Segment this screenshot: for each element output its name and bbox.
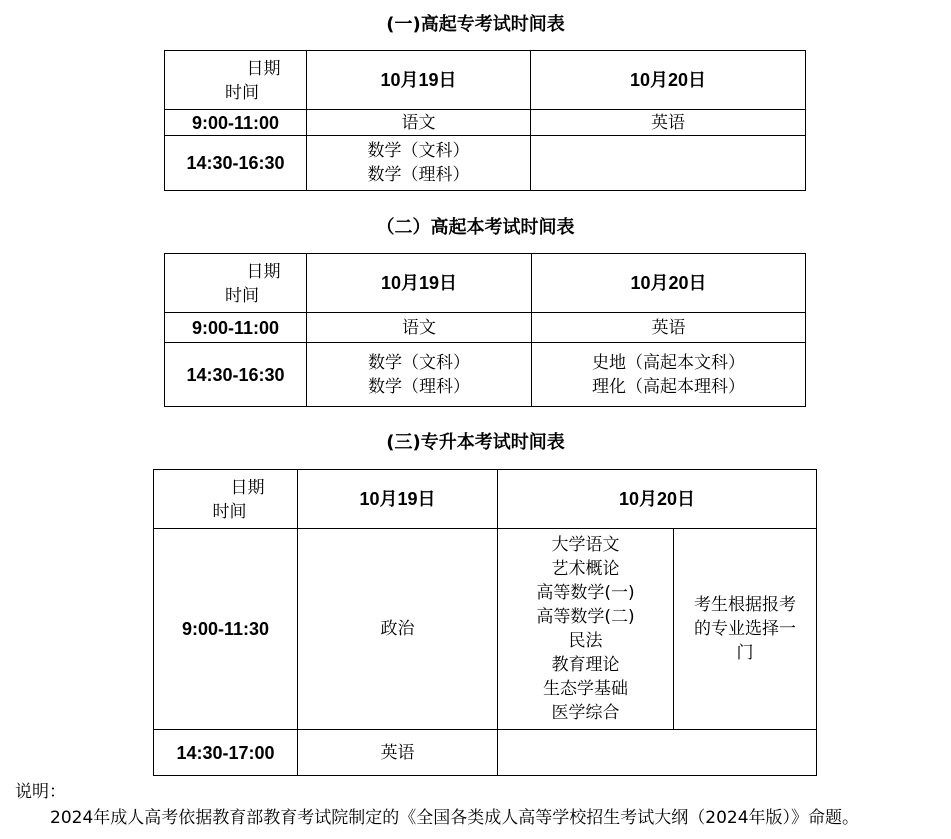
time-slot: 9:00-11:00 <box>165 110 307 136</box>
table-row <box>165 136 806 191</box>
subject-cell <box>532 313 806 343</box>
table3-date-day2: 10月20日 <box>498 470 817 529</box>
table3-corner-cell <box>154 470 298 529</box>
header-date-label: 日期 <box>246 262 281 282</box>
subject-cell <box>298 730 498 776</box>
subject-cell <box>532 343 806 407</box>
note-line: 的专业选择一 <box>694 619 796 639</box>
subject-cell <box>307 313 532 343</box>
table3-title: (三)专升本考试时间表 <box>386 432 565 453</box>
subject-label: 史地（高起本文科） <box>592 352 745 373</box>
list-item: 艺术概论 <box>551 559 620 579</box>
subject-cell <box>531 110 806 136</box>
subject-label: 数学（理科） <box>368 376 470 397</box>
table2-high-to-bachelor-schedule <box>164 253 806 407</box>
subject-label: 理化（高起本理科） <box>592 376 745 397</box>
subject-cell <box>307 110 531 136</box>
table-row <box>165 313 806 343</box>
subject-cell-empty <box>498 730 817 776</box>
header-time-label: 时间 <box>225 286 259 306</box>
table2-header-row <box>165 254 806 313</box>
time-slot: 14:30-17:00 <box>154 730 298 776</box>
subject-cell <box>307 136 531 191</box>
list-item: 民法 <box>568 631 603 651</box>
table1-date-day2: 10月20日 <box>531 51 806 110</box>
note-line: 考生根据报考 <box>694 595 796 615</box>
list-item: 高等数学(二) <box>536 607 635 627</box>
subject-label: 政治 <box>380 619 415 639</box>
table1-corner-cell <box>165 51 307 110</box>
table1-header-row <box>165 51 806 110</box>
subject-cell <box>298 529 498 730</box>
time-slot: 9:00-11:30 <box>154 529 298 730</box>
time-slot: 14:30-16:30 <box>165 343 307 407</box>
note-label: 说明： <box>15 782 66 802</box>
table-row <box>165 343 806 407</box>
list-item: 教育理论 <box>551 655 620 675</box>
table1-high-to-junior-schedule <box>164 50 806 191</box>
table-row <box>165 110 806 136</box>
subject-label: 数学（文科） <box>368 352 470 373</box>
note-text: 2024年成人高考依据教育部教育考试院制定的《全国各类成人高等学校招生考试大纲（2024年版）》命题。 <box>50 808 860 828</box>
list-item: 医学综合 <box>551 703 620 723</box>
header-date-label: 日期 <box>230 478 265 498</box>
subject-label: 语文 <box>402 317 436 338</box>
time-slot: 14:30-16:30 <box>165 136 307 191</box>
time-slot: 9:00-11:00 <box>165 313 307 343</box>
note-line: 门 <box>736 643 754 663</box>
subject-label: 英语 <box>651 317 686 338</box>
table3-date-day1: 10月19日 <box>298 470 498 529</box>
subject-label: 英语 <box>380 742 415 763</box>
subject-label: 数学（文科） <box>367 141 470 161</box>
table1-date-day1: 10月19日 <box>307 51 531 110</box>
subject-label: 数学（理科） <box>367 165 470 185</box>
subject-label: 英语 <box>651 112 685 133</box>
table3-header-row <box>154 470 817 529</box>
subject-cell <box>307 343 532 407</box>
table2-date-day2: 10月20日 <box>532 254 806 313</box>
table-row <box>154 529 817 730</box>
list-item: 生态学基础 <box>543 679 628 699</box>
subject-label: 语文 <box>401 112 436 133</box>
subject-list-cell <box>498 529 674 730</box>
header-time-label: 时间 <box>212 502 247 522</box>
table-row <box>154 730 817 776</box>
table3-junior-to-bachelor-schedule <box>153 469 817 776</box>
selection-note-cell <box>674 529 817 730</box>
list-item: 大学语文 <box>551 535 620 555</box>
table2-corner-cell <box>165 254 307 313</box>
table1-title: (一)高起专考试时间表 <box>386 14 565 35</box>
subject-cell-empty <box>531 136 806 191</box>
list-item: 高等数学(一) <box>536 583 635 603</box>
header-time-label: 时间 <box>225 83 259 103</box>
table2-title: （二）高起本考试时间表 <box>376 217 575 238</box>
header-date-label: 日期 <box>246 59 281 79</box>
table2-date-day1: 10月19日 <box>307 254 532 313</box>
